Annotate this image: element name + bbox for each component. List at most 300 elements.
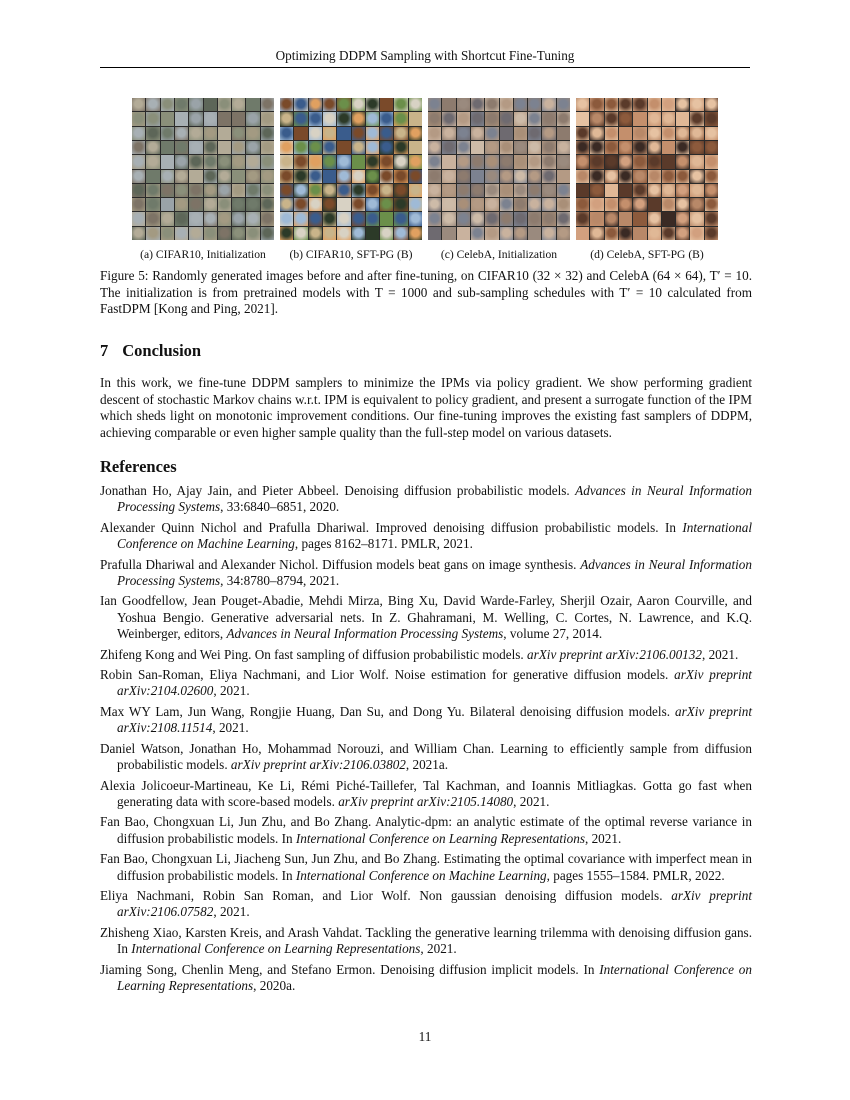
thumbnail xyxy=(146,112,159,125)
thumbnail xyxy=(542,227,555,240)
thumbnail xyxy=(500,198,513,211)
thumbnail xyxy=(605,198,618,211)
thumbnail xyxy=(218,155,231,168)
thumbnail xyxy=(323,155,336,168)
thumbnail xyxy=(309,184,322,197)
thumbnail xyxy=(619,198,632,211)
thumbnail xyxy=(175,198,188,211)
thumbnail xyxy=(161,184,174,197)
thumbnail xyxy=(690,112,703,125)
thumbnail xyxy=(218,227,231,240)
thumbnail xyxy=(676,141,689,154)
thumbnail xyxy=(309,127,322,140)
thumbnail xyxy=(457,112,470,125)
thumbnail xyxy=(132,112,145,125)
thumbnail xyxy=(576,198,589,211)
thumbnail xyxy=(161,112,174,125)
thumbnail xyxy=(528,198,541,211)
thumbnail xyxy=(132,170,145,183)
thumbnail xyxy=(662,155,675,168)
thumbnail xyxy=(161,98,174,111)
thumbnail xyxy=(514,184,527,197)
thumbnail xyxy=(409,198,422,211)
thumbnail xyxy=(337,141,350,154)
thumbnail xyxy=(576,212,589,225)
thumbnail xyxy=(352,112,365,125)
thumbnail xyxy=(648,112,661,125)
thumbnail xyxy=(189,212,202,225)
thumbnail xyxy=(280,212,293,225)
thumbnail xyxy=(633,212,646,225)
thumbnail xyxy=(705,227,718,240)
thumbnail xyxy=(605,127,618,140)
thumbnail xyxy=(280,155,293,168)
thumbnail xyxy=(500,227,513,240)
thumbnail xyxy=(204,98,217,111)
reference-item: Alexia Jolicoeur-Martineau, Ke Li, Rémi Piché-Taillefer, Tal Kachman, and Ioannis Mitliagkas. Gotta go fast when generating data with score-based models. arXiv preprint arXiv:2105.14080, 2021. xyxy=(100,777,752,809)
thumbnail xyxy=(246,141,259,154)
thumbnail xyxy=(204,170,217,183)
thumbnail xyxy=(394,227,407,240)
thumbnail xyxy=(261,112,274,125)
thumbnail xyxy=(648,184,661,197)
thumbnail xyxy=(619,184,632,197)
thumbnail xyxy=(662,170,675,183)
thumbnail xyxy=(323,141,336,154)
thumbnail xyxy=(442,198,455,211)
thumbnail xyxy=(232,184,245,197)
thumbnail xyxy=(261,184,274,197)
thumbnail xyxy=(323,127,336,140)
thumbnail xyxy=(189,141,202,154)
thumbnail xyxy=(557,227,570,240)
thumbnail xyxy=(648,141,661,154)
thumbnail xyxy=(442,227,455,240)
thumbnail xyxy=(442,98,455,111)
thumbnail xyxy=(690,198,703,211)
thumbnail xyxy=(323,112,336,125)
thumbnail xyxy=(662,98,675,111)
thumbnail xyxy=(409,227,422,240)
thumbnail xyxy=(442,112,455,125)
thumbnail xyxy=(542,184,555,197)
thumbnail xyxy=(690,127,703,140)
thumbnail xyxy=(514,141,527,154)
thumbnail xyxy=(146,212,159,225)
thumbnail xyxy=(189,227,202,240)
thumbnail xyxy=(500,212,513,225)
thumbnail xyxy=(690,155,703,168)
thumbnail xyxy=(428,127,441,140)
thumbnail xyxy=(323,227,336,240)
thumbnail xyxy=(619,170,632,183)
thumbnail xyxy=(500,141,513,154)
thumbnail xyxy=(648,127,661,140)
thumbnail xyxy=(662,112,675,125)
thumbnail xyxy=(294,212,307,225)
thumbnail xyxy=(457,227,470,240)
figure-panel-d xyxy=(576,98,718,240)
thumbnail xyxy=(366,141,379,154)
thumbnail xyxy=(528,184,541,197)
section-number: 7 xyxy=(100,341,109,360)
thumbnail xyxy=(409,155,422,168)
thumbnail xyxy=(514,155,527,168)
subcaption-a: (a) CIFAR10, Initialization xyxy=(140,248,266,261)
thumbnail xyxy=(175,155,188,168)
thumbnail xyxy=(428,112,441,125)
thumbnail xyxy=(380,198,393,211)
thumbnail xyxy=(690,184,703,197)
thumbnail xyxy=(232,227,245,240)
thumbnail xyxy=(676,198,689,211)
thumbnail xyxy=(218,141,231,154)
thumbnail xyxy=(619,212,632,225)
image-grid-cifar10-sftpg xyxy=(280,98,422,240)
thumbnail xyxy=(146,127,159,140)
thumbnail xyxy=(280,127,293,140)
thumbnail xyxy=(337,127,350,140)
thumbnail xyxy=(294,141,307,154)
thumbnail xyxy=(218,112,231,125)
thumbnail xyxy=(662,198,675,211)
thumbnail xyxy=(366,227,379,240)
references-heading: References xyxy=(100,457,177,476)
thumbnail xyxy=(542,212,555,225)
thumbnail xyxy=(619,112,632,125)
image-grid-cifar10-init xyxy=(132,98,274,240)
thumbnail xyxy=(542,170,555,183)
thumbnail xyxy=(337,98,350,111)
thumbnail xyxy=(409,141,422,154)
thumbnail xyxy=(394,170,407,183)
thumbnail xyxy=(676,227,689,240)
thumbnail xyxy=(557,170,570,183)
thumbnail xyxy=(352,127,365,140)
subcaption-d: (d) CelebA, SFT-PG (B) xyxy=(590,248,704,261)
thumbnail xyxy=(576,127,589,140)
section-title: Conclusion xyxy=(122,341,202,360)
thumbnail xyxy=(204,227,217,240)
image-grid-celeba-sftpg xyxy=(576,98,718,240)
thumbnail xyxy=(204,112,217,125)
thumbnail xyxy=(590,227,603,240)
thumbnail xyxy=(309,98,322,111)
thumbnail xyxy=(457,127,470,140)
thumbnail xyxy=(605,170,618,183)
thumbnail xyxy=(648,98,661,111)
thumbnail xyxy=(380,170,393,183)
thumbnail xyxy=(619,155,632,168)
figure-panel-c xyxy=(428,98,570,240)
thumbnail xyxy=(280,98,293,111)
thumbnail xyxy=(309,227,322,240)
thumbnail xyxy=(394,98,407,111)
thumbnail xyxy=(309,170,322,183)
thumbnail xyxy=(514,127,527,140)
thumbnail xyxy=(380,98,393,111)
thumbnail xyxy=(500,112,513,125)
thumbnail xyxy=(394,212,407,225)
section-heading xyxy=(100,341,201,361)
reference-item: Zhisheng Xiao, Karsten Kreis, and Arash Vahdat. Tackling the generative learning trilemma with denoising diffusion gans. In International Conference on Learning Representations, 2021. xyxy=(100,924,752,957)
thumbnail xyxy=(690,170,703,183)
thumbnail xyxy=(428,227,441,240)
thumbnail xyxy=(189,127,202,140)
thumbnail xyxy=(161,170,174,183)
thumbnail xyxy=(261,155,274,168)
thumbnail xyxy=(528,227,541,240)
thumbnail xyxy=(366,98,379,111)
thumbnail xyxy=(132,198,145,211)
thumbnail xyxy=(261,212,274,225)
thumbnail xyxy=(132,227,145,240)
thumbnail xyxy=(246,112,259,125)
page-number: 11 xyxy=(418,1029,432,1044)
thumbnail xyxy=(676,184,689,197)
thumbnail xyxy=(294,98,307,111)
thumbnail xyxy=(485,212,498,225)
thumbnail xyxy=(294,155,307,168)
thumbnail xyxy=(352,155,365,168)
thumbnail xyxy=(394,155,407,168)
thumbnail xyxy=(428,212,441,225)
reference-item: Max WY Lam, Jun Wang, Rongjie Huang, Dan Su, and Dong Yu. Bilateral denoising diffusion models. arXiv preprint arXiv:2108.11514, 2021. xyxy=(100,703,752,736)
thumbnail xyxy=(175,184,188,197)
thumbnail xyxy=(500,170,513,183)
thumbnail xyxy=(380,155,393,168)
thumbnail xyxy=(323,170,336,183)
thumbnail xyxy=(366,112,379,125)
thumbnail xyxy=(619,127,632,140)
thumbnail xyxy=(232,141,245,154)
thumbnail xyxy=(280,184,293,197)
thumbnail xyxy=(705,141,718,154)
thumbnail xyxy=(633,112,646,125)
thumbnail xyxy=(471,155,484,168)
thumbnail xyxy=(352,212,365,225)
reference-item: Jiaming Song, Chenlin Meng, and Stefano Ermon. Denoising diffusion implicit models. In International Conference on Learning Representations, 2020a. xyxy=(100,961,752,993)
thumbnail xyxy=(605,141,618,154)
thumbnail xyxy=(576,112,589,125)
thumbnail xyxy=(514,98,527,111)
thumbnail xyxy=(648,198,661,211)
thumbnail xyxy=(557,212,570,225)
thumbnail xyxy=(485,155,498,168)
thumbnail xyxy=(232,112,245,125)
thumbnail xyxy=(605,98,618,111)
thumbnail xyxy=(485,184,498,197)
thumbnail xyxy=(380,184,393,197)
thumbnail xyxy=(337,170,350,183)
thumbnail xyxy=(633,184,646,197)
thumbnail xyxy=(294,170,307,183)
thumbnail xyxy=(605,212,618,225)
thumbnail xyxy=(648,170,661,183)
thumbnail xyxy=(366,198,379,211)
thumbnail xyxy=(542,198,555,211)
thumbnail xyxy=(705,170,718,183)
thumbnail xyxy=(204,198,217,211)
subcaption-b: (b) CIFAR10, SFT-PG (B) xyxy=(289,248,413,261)
thumbnail xyxy=(146,141,159,154)
thumbnail xyxy=(189,184,202,197)
thumbnail xyxy=(218,127,231,140)
thumbnail xyxy=(132,98,145,111)
reference-item: Fan Bao, Chongxuan Li, Jun Zhu, and Bo Zhang. Analytic-dpm: an analytic estimate of the optimal reverse variance in diffusion probabilistic models. In International Conference on Learning Representations, 2021. xyxy=(100,814,752,846)
figure-panel-a xyxy=(132,98,274,240)
thumbnail xyxy=(366,170,379,183)
thumbnail xyxy=(557,155,570,168)
reference-item: Robin San-Roman, Eliya Nachmani, and Lior Wolf. Noise estimation for generative diffusion models. arXiv preprint arXiv:2104.02600, 2021. xyxy=(100,667,752,699)
thumbnail xyxy=(280,112,293,125)
thumbnail xyxy=(485,112,498,125)
thumbnail xyxy=(648,155,661,168)
reference-item: Alexander Quinn Nichol and Prafulla Dhariwal. Improved denoising diffusion probabilistic models. In International Conference on Machine Learning, pages 8162–8171. PMLR, 2021. xyxy=(100,519,752,552)
thumbnail xyxy=(590,112,603,125)
thumbnail xyxy=(576,155,589,168)
thumbnail xyxy=(132,155,145,168)
thumbnail xyxy=(337,212,350,225)
thumbnail xyxy=(380,141,393,154)
thumbnail xyxy=(366,127,379,140)
thumbnail xyxy=(261,227,274,240)
thumbnail xyxy=(132,127,145,140)
thumbnail xyxy=(528,212,541,225)
thumbnail xyxy=(514,198,527,211)
thumbnail xyxy=(366,184,379,197)
thumbnail xyxy=(146,155,159,168)
thumbnail xyxy=(528,112,541,125)
thumbnail xyxy=(232,170,245,183)
running-title: Optimizing DDPM Sampling with Shortcut Fine-Tuning xyxy=(100,48,750,68)
thumbnail xyxy=(542,127,555,140)
thumbnail xyxy=(323,212,336,225)
thumbnail xyxy=(352,198,365,211)
thumbnail xyxy=(175,127,188,140)
thumbnail xyxy=(457,155,470,168)
thumbnail xyxy=(557,112,570,125)
thumbnail xyxy=(676,212,689,225)
thumbnail xyxy=(204,184,217,197)
reference-item: Daniel Watson, Jonathan Ho, Mohammad Norouzi, and William Chan. Learning to efficiently sample from diffusion probabilistic models. arXiv preprint arXiv:2106.03802, 2021a. xyxy=(100,740,752,773)
thumbnail xyxy=(309,198,322,211)
thumbnail xyxy=(648,212,661,225)
thumbnail xyxy=(161,227,174,240)
thumbnail xyxy=(246,98,259,111)
thumbnail xyxy=(409,184,422,197)
thumbnail xyxy=(337,112,350,125)
thumbnail xyxy=(352,98,365,111)
thumbnail xyxy=(662,127,675,140)
thumbnail xyxy=(309,112,322,125)
thumbnail xyxy=(232,212,245,225)
thumbnail xyxy=(218,212,231,225)
thumbnail xyxy=(557,127,570,140)
thumbnail xyxy=(605,184,618,197)
thumbnail xyxy=(261,141,274,154)
thumbnail xyxy=(161,212,174,225)
thumbnail xyxy=(442,212,455,225)
thumbnail xyxy=(471,141,484,154)
thumbnail xyxy=(471,127,484,140)
thumbnail xyxy=(676,112,689,125)
thumbnail xyxy=(542,112,555,125)
thumbnail xyxy=(380,212,393,225)
thumbnail xyxy=(246,198,259,211)
thumbnail xyxy=(471,212,484,225)
thumbnail xyxy=(261,98,274,111)
thumbnail xyxy=(309,141,322,154)
thumbnail xyxy=(232,127,245,140)
thumbnail xyxy=(232,198,245,211)
thumbnail xyxy=(705,112,718,125)
thumbnail xyxy=(428,98,441,111)
thumbnail xyxy=(576,98,589,111)
thumbnail xyxy=(619,98,632,111)
thumbnail xyxy=(662,141,675,154)
thumbnail xyxy=(323,98,336,111)
thumbnail xyxy=(280,227,293,240)
thumbnail xyxy=(485,170,498,183)
thumbnail xyxy=(542,155,555,168)
thumbnail xyxy=(457,212,470,225)
thumbnail xyxy=(204,127,217,140)
thumbnail xyxy=(662,212,675,225)
thumbnail xyxy=(528,170,541,183)
thumbnail xyxy=(246,227,259,240)
thumbnail xyxy=(542,98,555,111)
thumbnail xyxy=(246,155,259,168)
thumbnail xyxy=(471,227,484,240)
thumbnail xyxy=(590,155,603,168)
thumbnail xyxy=(366,155,379,168)
thumbnail xyxy=(500,98,513,111)
thumbnail xyxy=(619,227,632,240)
thumbnail xyxy=(633,155,646,168)
thumbnail xyxy=(690,227,703,240)
thumbnail xyxy=(605,112,618,125)
thumbnail xyxy=(500,155,513,168)
thumbnail xyxy=(662,184,675,197)
reference-list xyxy=(100,483,752,998)
thumbnail xyxy=(146,198,159,211)
reference-item: Zhifeng Kong and Wei Ping. On fast sampling of diffusion probabilistic models. arXiv preprint arXiv:2106.00132, 2021. xyxy=(100,646,739,662)
thumbnail xyxy=(576,141,589,154)
thumbnail xyxy=(294,227,307,240)
thumbnail xyxy=(280,170,293,183)
thumbnail xyxy=(261,127,274,140)
thumbnail xyxy=(132,184,145,197)
thumbnail xyxy=(500,127,513,140)
reference-item: Jonathan Ho, Ajay Jain, and Pieter Abbeel. Denoising diffusion probabilistic models. Advances in Neural Information Processing Systems, 33:6840–6851, 2020. xyxy=(100,483,752,515)
thumbnail xyxy=(175,141,188,154)
thumbnail xyxy=(323,198,336,211)
thumbnail xyxy=(309,212,322,225)
thumbnail xyxy=(485,127,498,140)
thumbnail xyxy=(457,98,470,111)
thumbnail xyxy=(428,141,441,154)
thumbnail xyxy=(232,155,245,168)
thumbnail xyxy=(218,170,231,183)
thumbnail xyxy=(323,184,336,197)
thumbnail xyxy=(590,198,603,211)
thumbnail xyxy=(514,227,527,240)
thumbnail xyxy=(471,98,484,111)
thumbnail xyxy=(442,155,455,168)
thumbnail xyxy=(189,198,202,211)
thumbnail xyxy=(457,170,470,183)
